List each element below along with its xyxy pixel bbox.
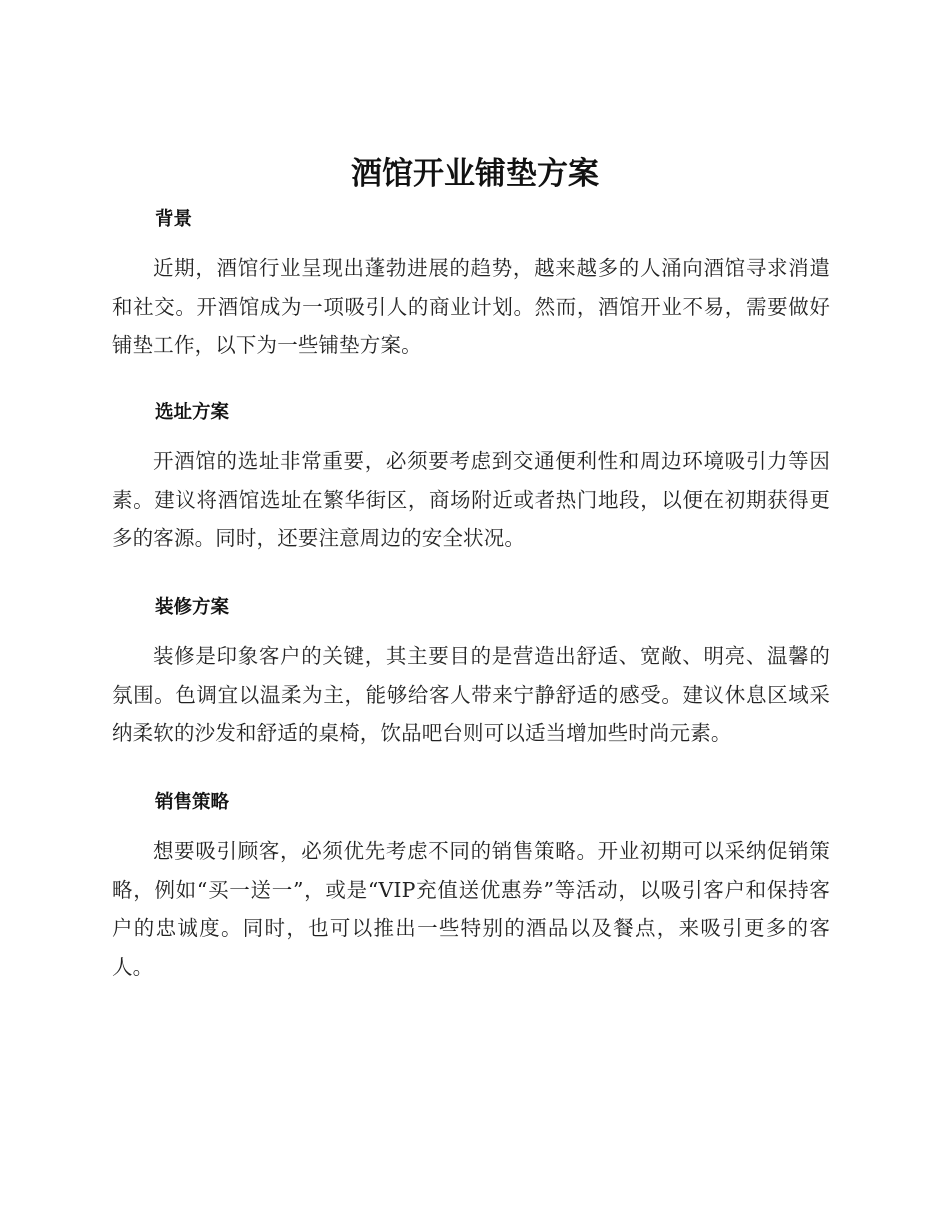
section-decoration-plan [112, 593, 830, 753]
section-heading-background: 背景 [155, 209, 193, 230]
section-heading-decoration-plan: 装修方案 [155, 597, 230, 618]
section-heading-location-plan: 选址方案 [155, 402, 230, 423]
section-sales-strategy [112, 788, 830, 986]
section-location-plan [112, 398, 830, 558]
section-background [112, 205, 830, 365]
section-body-location-plan: 开酒馆的选址非常重要，必须要考虑到交通便利性和周边环境吸引力等因素。建议将酒馆选址在繁华街区，商场附近或者热门地段，以便在初期获得更多的客源。同时，还要注意周边的安全状况。 [112, 449, 830, 550]
section-heading-sales-strategy: 销售策略 [155, 792, 230, 813]
section-body-background: 近期，酒馆行业呈现出蓬勃进展的趋势，越来越多的人涌向酒馆寻求消遣和社交。开酒馆成为一项吸引人的商业计划。然而，酒馆开业不易，需要做好铺垫工作，以下为一些铺垫方案。 [112, 256, 830, 357]
section-body-sales-strategy: 想要吸引顾客，必须优先考虑不同的销售策略。开业初期可以采纳促销策略，例如“买一送一”，或是“VIP充值送优惠券”等活动，以吸引客户和保持客户的忠诚度。同时，也可以推出一些特别的酒品以及餐点，来吸引更多的客人。 [112, 839, 830, 979]
section-body-decoration-plan: 装修是印象客户的关键，其主要目的是营造出舒适、宽敞、明亮、温馨的氛围。色调宜以温柔为主，能够给客人带来宁静舒适的感受。建议休息区域采纳柔软的沙发和舒适的桌椅，饮品吧台则可以适当增加些时尚元素。 [112, 644, 830, 745]
document-title: 酒馆开业铺垫方案 [351, 156, 599, 192]
